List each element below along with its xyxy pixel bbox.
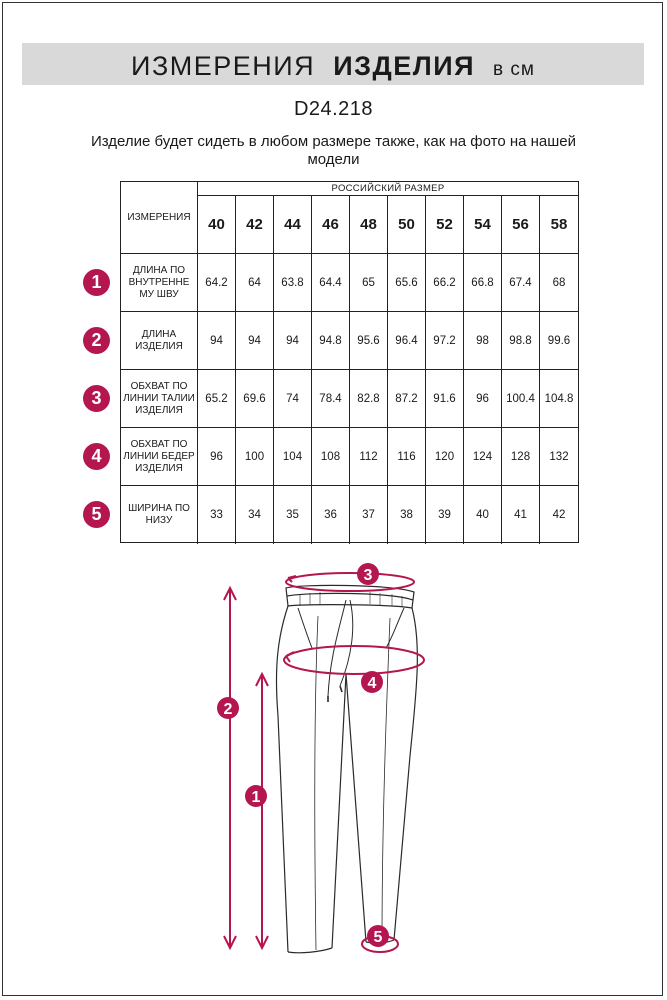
diagram-marker-number: 4 — [367, 675, 377, 692]
diagram-marker-number: 3 — [363, 567, 373, 584]
table-cell: 66.8 — [464, 254, 502, 312]
table-cell: 37 — [350, 486, 388, 544]
table-cell: 34 — [236, 486, 274, 544]
table-cell: 97.2 — [426, 312, 464, 370]
table-cell: 39 — [426, 486, 464, 544]
table-cell: 124 — [464, 428, 502, 486]
table-cell: 120 — [426, 428, 464, 486]
table-cell: 100.4 — [502, 370, 540, 428]
size-58: 58 — [540, 196, 578, 254]
diagram-marker-number: 5 — [373, 929, 383, 946]
table-cell: 116 — [388, 428, 426, 486]
table-cell: 65.6 — [388, 254, 426, 312]
table-cell: 35 — [274, 486, 312, 544]
russian-size-header: РОССИЙСКИЙ РАЗМЕР — [198, 182, 578, 196]
table-cell: 64 — [236, 254, 274, 312]
table-cell: 99.6 — [540, 312, 578, 370]
size-40: 40 — [198, 196, 236, 254]
table-cell: 96 — [198, 428, 236, 486]
diagram-marker-number: 1 — [251, 789, 261, 806]
row-badge: 3 — [83, 385, 110, 412]
size-table — [120, 181, 579, 543]
table-cell: 64.2 — [198, 254, 236, 312]
table-cell: 94 — [198, 312, 236, 370]
row-label: ОБХВАТ ПО ЛИНИИ БЕДЕР ИЗДЕЛИЯ — [121, 428, 198, 486]
table-cell: 94 — [236, 312, 274, 370]
table-cell: 94.8 — [312, 312, 350, 370]
table-cell: 36 — [312, 486, 350, 544]
table-cell: 96 — [464, 370, 502, 428]
table-cell: 66.2 — [426, 254, 464, 312]
diagram-markers — [217, 563, 389, 947]
table-cell: 82.8 — [350, 370, 388, 428]
measurements-header: ИЗМЕРЕНИЯ — [121, 182, 198, 254]
table-cell: 65.2 — [198, 370, 236, 428]
table-cell: 100 — [236, 428, 274, 486]
table-cell: 38 — [388, 486, 426, 544]
title-regular: ИЗМЕРЕНИЯ — [131, 51, 316, 81]
table-cell: 64.4 — [312, 254, 350, 312]
table-cell: 65 — [350, 254, 388, 312]
table-cell: 98 — [464, 312, 502, 370]
pants-diagram — [200, 556, 440, 962]
row-label: ОБХВАТ ПО ЛИНИИ ТАЛИИ ИЗДЕЛИЯ — [121, 370, 198, 428]
table-cell: 33 — [198, 486, 236, 544]
title-unit: в см — [493, 59, 535, 80]
size-44: 44 — [274, 196, 312, 254]
pants-outline — [276, 585, 417, 952]
row-label: ШИРИНА ПО НИЗУ — [121, 486, 198, 544]
table-cell: 68 — [540, 254, 578, 312]
row-badge: 5 — [83, 501, 110, 528]
table-cell: 112 — [350, 428, 388, 486]
table-cell: 96.4 — [388, 312, 426, 370]
table-cell: 67.4 — [502, 254, 540, 312]
row-label: ДЛИНА ПО ВНУТРЕННЕ МУ ШВУ — [121, 254, 198, 312]
size-54: 54 — [464, 196, 502, 254]
row-label: ДЛИНА ИЗДЕЛИЯ — [121, 312, 198, 370]
table-cell: 95.6 — [350, 312, 388, 370]
table-cell: 42 — [552, 509, 566, 521]
size-50: 50 — [388, 196, 426, 254]
size-48: 48 — [350, 196, 388, 254]
table-cell: 128 — [502, 428, 540, 486]
table-cell: 94 — [274, 312, 312, 370]
size-52: 52 — [426, 196, 464, 254]
size-42: 42 — [236, 196, 274, 254]
size-46: 46 — [312, 196, 350, 254]
table-cell: 98.8 — [502, 312, 540, 370]
table-cell: 63.8 — [274, 254, 312, 312]
table-cell: 104.8 — [540, 370, 578, 428]
diagram-marker-number: 2 — [223, 701, 233, 718]
row-badge: 2 — [83, 327, 110, 354]
size-56: 56 — [502, 196, 540, 254]
fit-note: Изделие будет сидеть в любом размере также, как на фото на нашей модели — [90, 133, 577, 168]
table-cell: 87.2 — [388, 370, 426, 428]
measurement-marks — [224, 573, 424, 952]
table-cell: 91.6 — [426, 370, 464, 428]
table-cell: 78.4 — [312, 370, 350, 428]
table-cell: 40 — [464, 486, 502, 544]
table-cell: 69.6 — [236, 370, 274, 428]
row-badge: 4 — [83, 443, 110, 470]
table-cell: 41 — [502, 486, 540, 544]
table-cell: 74 — [274, 370, 312, 428]
title-bold: ИЗДЕЛИЯ — [333, 51, 476, 81]
row-badge: 1 — [83, 269, 110, 296]
title-banner — [22, 43, 644, 85]
table-cell: 104 — [274, 428, 312, 486]
table-cell: 132 — [540, 428, 578, 486]
table-cell: 108 — [312, 428, 350, 486]
product-code: D24.218 — [293, 98, 374, 120]
